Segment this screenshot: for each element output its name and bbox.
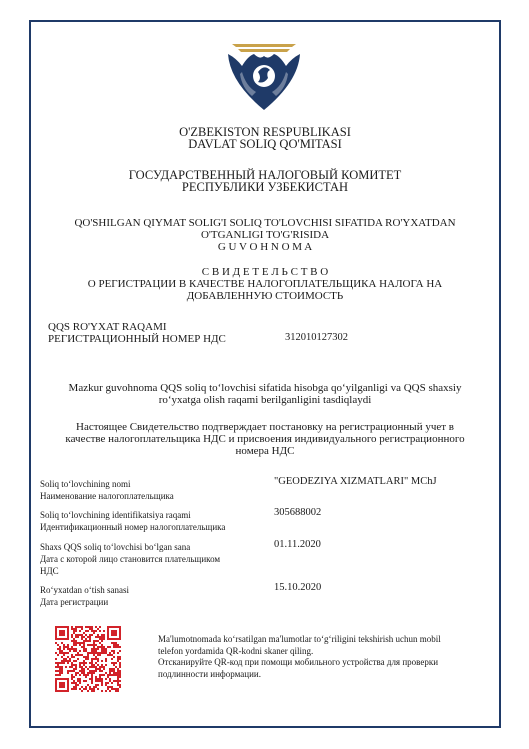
header-uz: O'ZBEKISTON RESPUBLIKASI DAVLAT SOLIQ QO'MITASI <box>179 125 351 151</box>
field-regdate-value: 15.10.2020 <box>274 582 322 593</box>
reg-number-value: 312010127302 <box>285 332 348 343</box>
field-tin-label: Soliq to‘lovchining identifikatsiya raqami Идентификационный номер налогоплательщика <box>40 510 226 532</box>
footer-ru: Отсканируйте QR-код при помощи мобильного устройства для проверки подлинности информации. <box>158 657 439 679</box>
statement-uz: Mazkur guvohnoma QQS soliq to‘lovchisi sifatida hisobga qo‘yilganligi va QQS shaxsiy ro‘yxatga olish raqami berilganligini tasdiqlaydi <box>68 382 462 406</box>
field-date-value: 01.11.2020 <box>274 539 321 550</box>
qr-code-icon[interactable] <box>55 626 121 692</box>
title-uz: QO'SHILGAN QIYMAT SOLIG'I SOLIQ TO'LOVCHISI SIFATIDA RO'YXATDAN O'TGANLIGI TO'G'RISIDA G U V O H N O M A <box>74 217 456 253</box>
reg-number-label: QQS RO'YXAT RAQAMI РЕГИСТРАЦИОННЫЙ НОМЕР НДС <box>48 321 226 345</box>
header-ru: ГОСУДАРСТВЕННЫЙ НАЛОГОВЫЙ КОМИТЕТ РЕСПУБЛИКИ УЗБЕКИСТАН <box>128 168 402 194</box>
field-name-value: "GEODEZIYA XIZMATLARI" MChJ <box>274 476 437 487</box>
footer-uz: Ma'lumotnomada ko‘rsatilgan ma'lumotlar to‘g‘riligini tekshirish uchun mobil telefon yordamida QR-kodni skaner qiling. <box>158 634 441 656</box>
field-regdate-label: Ro‘yxatdan o‘tish sanasi Дата регистрации <box>40 585 129 607</box>
field-date-label: Shaxs QQS soliq to‘lovchisi bo‘lgan sana Дата с которой лицо становится плательщиком НДС <box>40 542 221 576</box>
field-tin-value: 305688002 <box>274 507 322 518</box>
statement-ru: Настоящее Свидетельство подтверждает постановку на регистрационный учет в качестве налогоплательщика НДС и присвоения индивидуального регистрационного номера НДС <box>65 421 465 457</box>
eagle-emblem-icon <box>222 42 306 112</box>
field-name-label: Soliq to‘lovchining nomi Наименование налогоплательщика <box>40 479 174 501</box>
title-ru: С В И Д Е Т Е Л Ь С Т В О О РЕГИСТРАЦИИ В КАЧЕСТВЕ НАЛОГОПЛАТЕЛЬЩИКА НАЛОГА НА ДОБАВЛЕННУЮ СТОИМОСТЬ <box>87 266 443 302</box>
